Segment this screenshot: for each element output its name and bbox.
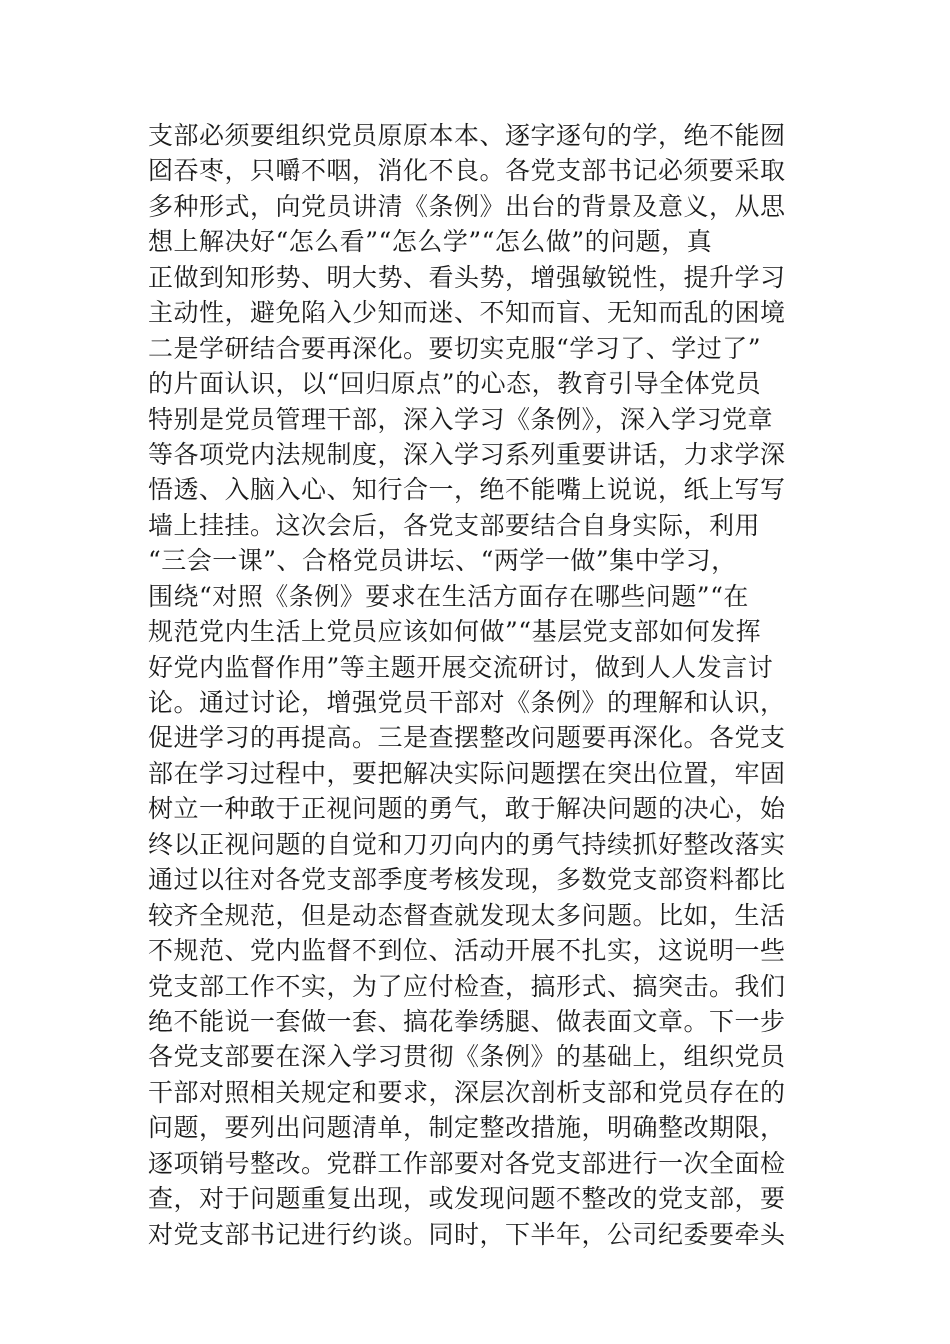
body-text [148,118,808,1252]
text-line: 查，对于问题重复出现，或发现问题不整改的党支部，要 [148,1184,786,1214]
text-line: 干部对照相关规定和要求，深层次剖析支部和党员存在的 [148,1077,786,1107]
text-line: 促进学习的再提高。三是查摆整改问题要再深化。各党支 [148,723,786,753]
text-line: 树立一种敢于正视问题的勇气，敢于解决问题的决心，始 [148,794,786,824]
text-line: 好党内监督作用”等主题开展交流研讨，做到人人发言讨 [148,652,774,682]
text-line: 部在学习过程中，要把解决实际问题摆在突出位置，牢固 [148,758,786,788]
text-line: 特别是党员管理干部，深入学习《条例》，深入学习党章 [148,404,774,434]
text-line: 问题，要列出问题清单，制定整改措施，明确整改期限， [148,1113,786,1143]
text-line: 规范党内生活上党员应该如何做”“基层党支部如何发挥 [148,617,762,647]
text-line: 对党支部书记进行约谈。同时，下半年，公司纪委要牵头 [148,1219,786,1249]
text-line: 绝不能说一套做一套、搞花拳绣腿、做表面文章。下一步 [148,1006,786,1036]
text-line: 想上解决好“怎么看”“怎么学”“怎么做”的问题，真 [148,227,713,257]
text-line: 党支部工作不实，为了应付检查，搞形式、搞突击。我们 [148,971,786,1001]
text-line: 各党支部要在深入学习贯彻《条例》的基础上，组织党员 [148,1042,786,1072]
text-line: 论。通过讨论，增强党员干部对《条例》的理解和认识， [148,688,786,717]
text-line: 墙上挂挂。这次会后，各党支部要结合自身实际，利用 [148,510,761,540]
text-line: 不规范、党内监督不到位、活动开展不扎实，这说明一些 [148,936,786,966]
text-line: 支部必须要组织党员原原本本、逐字逐句的学，绝不能囫 [148,121,786,150]
text-line: 正做到知形势、明大势、看头势，增强敏锐性，提升学习 [148,262,786,292]
text-line: 通过以往对各党支部季度考核发现，多数党支部资料都比 [148,865,786,895]
text-line: 悟透、入脑入心、知行合一，绝不能嘴上说说，纸上写写 [148,475,786,505]
text-line: 较齐全规范，但是动态督查就发现太多问题。比如，生活 [148,900,786,930]
text-line: 终以正视问题的自觉和刀刃向内的勇气持续抓好整改落实 [148,829,786,859]
text-line: 围绕“对照《条例》要求在生活方面存在哪些问题”“在 [148,581,749,611]
text-line: 多种形式，向党员讲清《条例》出台的背景及意义，从思 [148,191,786,221]
text-line: 囵吞枣，只嚼不咽，消化不良。各党支部书记必须要采取 [148,156,786,186]
text-line: 的片面认识，以“回归原点”的心态，教育引导全体党员 [148,369,762,399]
text-line: 逐项销号整改。党群工作部要对各党支部进行一次全面检 [148,1148,786,1178]
text-line: 等各项党内法规制度，深入学习系列重要讲话，力求学深 [148,439,786,469]
text-line: “三会一课”、合格党员讲坛、“两学一做”集中学习， [148,546,737,576]
text-line: 主动性，避免陷入少知而迷、不知而盲、无知而乱的困境 [148,298,786,328]
text-line: 二是学研结合要再深化。要切实克服“学习了、学过了” [148,333,762,363]
